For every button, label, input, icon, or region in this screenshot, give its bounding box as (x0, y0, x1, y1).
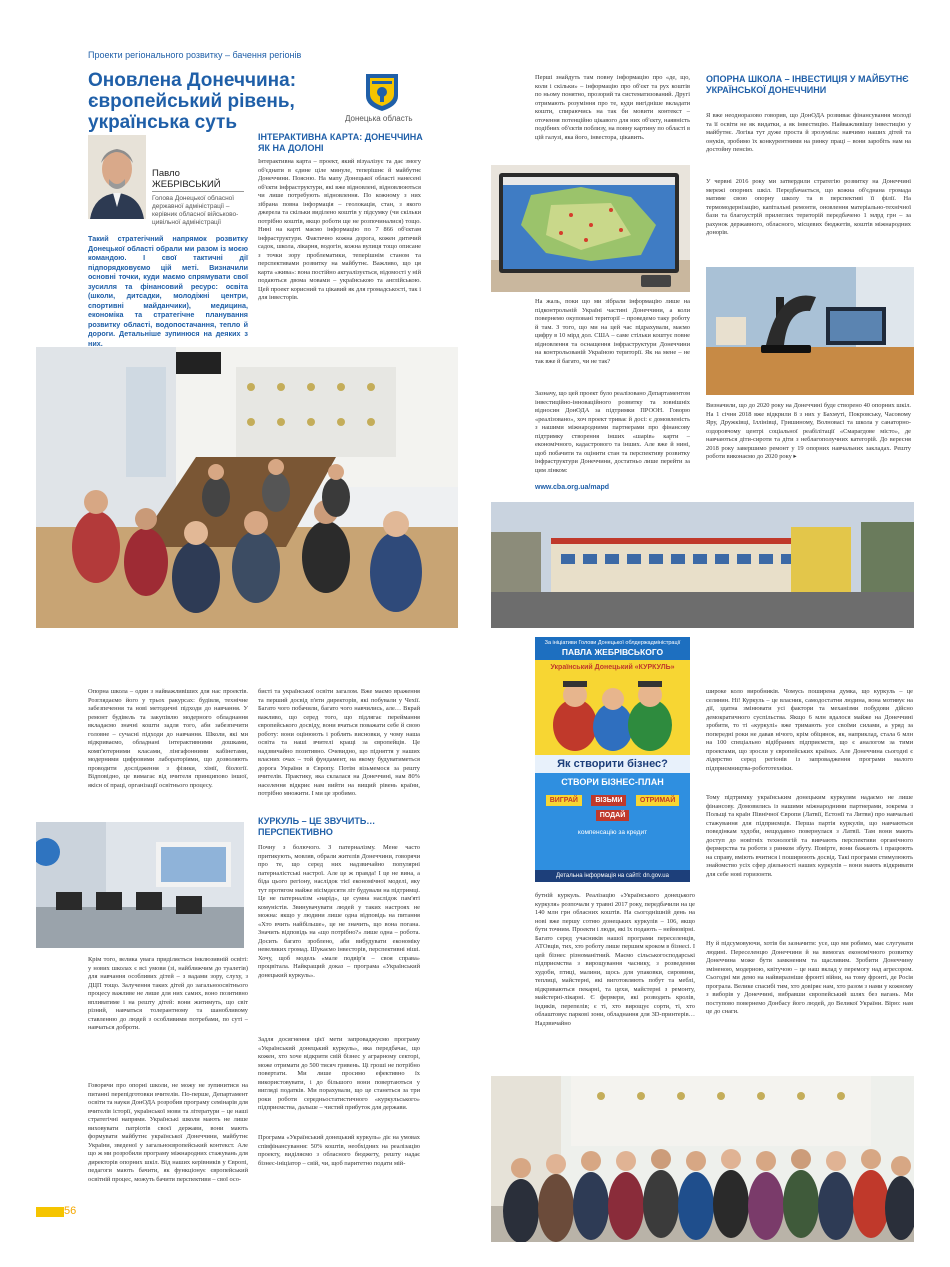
poster-plan: СТВОРИ БІЗНЕС-ПЛАН (561, 777, 664, 787)
poster-steps (535, 789, 690, 827)
poster-question: Як створити бізнес? (535, 755, 690, 773)
kurkul-paragraph-3: Програма «Український донецький куркуль» діє на умовах співфінансування: 50% коштів, необхідних на реалізацію проекту, виділяємо з обласного бюджету, решту надає бізнес-ініціатор – свій, чи, щоб паритетно подати мій- (258, 1134, 420, 1167)
poster-step: ВИГРАЙ (546, 795, 582, 806)
interactive-map-photo (491, 165, 690, 292)
poster-step: ПОДАЙ (596, 810, 629, 821)
kurkul-poster (535, 637, 690, 882)
map-section-heading: ІНТЕРАКТИВНА КАРТА: ДОНЕЧЧИНА ЯК НА ДОЛОНІ (258, 132, 423, 153)
poster-name: ПАВЛА ЖЕБРІВСЬКОГО (535, 647, 690, 660)
map-paragraph-1: Інтерактивна карта – проект, який візуалізує та дає змогу об'єднати в єдине ціле минуле, теперішнє й майбутнє Донеччини. Поясню. На мапу Донецької області нанесені об'єкти інфраструктури, які вже відновлені, відновлюються чи лише потребують відновлення. По кожному з них зібрана повна інформація – геолокація, стан, з якого джерела та скільки виділено коштів у підсумку (чи скільки потрібно коштів, якщо роботи ще не розпочиналися) тощо. Нині на карті маємо інформацію по 7 866 об'єктам інфраструктури. Фактично кожна дорога, кожен дитячий садок, школа, лікарня, водогін, кожна вулиця тощо описане з точки зору проблематики, теперішнім станом та перспективами розвитку на майбутнє. Важливо, що ця карта «жива»: вона постійно актуалізується, відомості у ній подаються двома мовами – українською та англійською. Цей проект корисний та цікавий як для громадськості, так і для інвесторів. (258, 158, 421, 301)
poster-step: ВІЗЬМИ (591, 795, 626, 806)
school-paragraph-6: Говорячи про опорні школи, не можу не зупинитися на питанні перепідготовки вчителів. По-перше, Департамент освіти та науки ДонОДА розробив програму семінарів для вчителів історії, української мови та літератури – це наші стратегічні напрями. Українські школи мають не лише виховувати патріотів своєї держави, вони мають формувати майбутнє української Донеччини, майбутнє України, зведеної у загальноєвропейський контекст. Але що ж ми розробили програму міжнародних стажувань для директорів опорних шкіл. Від наших керівників у Європі, педагоги мають бачити, як функціонує європейський освітній процес, можуть бачити перспективи – свої осо- (88, 1082, 248, 1183)
poster-illustration (535, 660, 690, 755)
article-title: Оновлена Донеччина: європейський рівень, українська суть (88, 70, 297, 133)
poster-site: Детальна інформація на сайті: dn.gov.ua (535, 870, 690, 882)
lead-paragraph: Такий стратегічний напрямок розвитку Донецької області обрали ми разом із моєю командою. І свої тактичні дії підпорядковуємо цій меті. Визначили основні точки, куди маємо спрямувати свої зусилля та фінансовий ресурс: освіта (школи, дитсадки, молодіжні центри, спортивні майданчики), медицина, економіка та стратегічне планування розвитку області, водопостачання, тепло й дороги. Детальніше зупинюся на деяких з них. (88, 234, 248, 348)
school-paragraph-2: У червні 2016 року ми затвердили стратегію розвитку на Донеччині мережі опорних шкіл. Передбачається, що кожна об'єднана громада матиме свою опорну школу та в перспективі її філії. На термомодернізацію, капітальні ремонти, оновлення матеріально-технічної бази та благоустрій прилеглих територій передбачено 1 млрд грн – за рахунок державного, обласного, місцевих бюджетів, коштів міжнародних донорів. (706, 178, 911, 236)
section-kicker: Проекти регіонального розвитку – бачення регіонів (88, 50, 302, 60)
page-number: 56 (64, 1205, 77, 1217)
school-section-heading: ОПОРНА ШКОЛА – ІНВЕСТИЦІЯ У МАЙБУТНЄ УКРАЇНСЬКОЇ ДОНЕЧЧИНИ (706, 74, 909, 95)
poster-step: ОТРИМАЙ (636, 795, 679, 806)
map-paragraph-3: На жаль, поки що ми зібрали інформацію лише на підконтрольній Україні частині Донеччини, а коли повернемо окуповані території – проведемо таку роботу й там. З того, що ми на цей час підрахували, маємо цифру в 10 мірд дол. США – саме стільки коштує повне відновлення та оснащення інфраструктури Донеччини на контрольованій Україною території. Як на мене – не так вже й багато, чи не так? (535, 298, 690, 365)
author-last-name: ЖЕБРІВСЬКИЙ (152, 179, 221, 190)
author-portrait (88, 135, 146, 219)
kurkul-paragraph-4: бутній куркуль. Реалізацію «Українського донецького куркуля» розпочали у травні 2017 року, передбачили на це 140 млн грн обласних коштів. На сьогоднішній день на нові вже першу сотню донецьких куркулів – 106, якщо бути точним. Проекти і люди, які їх подають – неймовірні. Багато серед учасників нашої програми переселенців, АТОвців, тих, хто роботу лише першим кроком в бізнесі. І цей бізнес різноманітний. Маємо сільськогосподарські підприємства з вирощування часнику, з розведення худоби, птиці, малини, щось для упаковки, сировини, теплиці, майстерні, які виготовляють побут та меблі, відкриваються пекарні, та цехи, майстерні з ремонту, майстерні-лікарні. Є фермери, які розводять кролів, індиків, перепелів; є ті, хто вирощує сорти, ті, хто облаштовує паркові зони, обладнання для 3D-принтерів… Надзвичайно (535, 892, 695, 1027)
author-first-name: Павло (152, 168, 180, 179)
author-name (152, 168, 221, 190)
school-paragraph-3: Визначили, що до 2020 року на Донеччині буде створено 40 опорних шкіл. На 1 січня 2018 вже відкрили 8 з них у Бахмуті, Покровську, Часовому Яру, Дружківці, Іллінівці, Гришиному, Волновасі та школа у санаторно-оздоровчому центрі соціальної реабілітації «Смарагдове місто», де навчаються діти-сироти та діти з неблагополучних категорій. До вересня 2018 року завершимо ремонт у 19 опорних навчальних закладах. Решту роботи виконаємо до 2020 року ▸ (706, 402, 911, 460)
donetsk-emblem-icon (364, 72, 400, 112)
kurkul-section-heading: КУРКУЛЬ – ЦЕ ЗВУЧИТЬ… ПЕРСПЕКТИВНО (258, 816, 376, 837)
kurkul-paragraph-6: Тому підтримку українським донецьким куркулям надаємо не лише фінансову. Домовились із нашими міжнародними партнерами, зокрема з Польщі та країн Північної Європи (Латвії, Естонії та Литви) про навчальні стажування для підприємців. Перша партія куркулів, що навчаються поведінкам худоби, нещодавно повернулася з Латвії. Там вони мають доступ до новітніх технологій та вивчають перспективи органічного фермерства та роботи з ринком збуту. Повірте, вони бажають і працюють на справу, вміють вчитися і поширюють досвід. Такі програми стимулюють знайомство усіх сфер діяльності наших куркулів – вони мають відкривати для себе нові горизонти. (706, 794, 913, 878)
kurkul-paragraph-1: Почну з болючого. З патерналізму. Мене часто притикують, мовляв, обрали жителів Донеччини, говорячи про те, що серед них надзвичайно популярні патерналістські настрої. Але це ж правда! І це не вина, а біда цього регіону, наслідок тієї економічної моделі, яку тут протягом майже вісімдесяти літ будували на підтримці. Це не патерналізм «нарід», це сумна наслідок пам'яті комуністів. Звинувачувати людей у таких настроях не можна: якщо у людини лише одна відповідь на питання «Хто вчить найбільше», це не значить, що вона погана. Значить відповідь на «що потрібно?» лише одна – робота. Досить багато зроблено, аби вибудувати економіку невеликих громад. Шукаємо інвесторів, перспективні ніші. Хочу, щоб модель «мале подвір'я – своя справа» процвітала. Найкращий доказ – програма «Український донецький куркуль». (258, 844, 420, 979)
kurkul-paragraph-7: Ну й підсумовуючи, хотів би зазначити: усе, що ми робимо, має слугувати людині. Переселенцю Донеччини й на вимогах економічного розвитку Донеччина може бути замкненим та щасливим. Зробити Донеччину зміненою, модерною, квітучою – це наш вклад у перемогу над агресором. Сьогодні ми демо на найвиразніше фронті війни, на тому фронті, де Росія програла. Велике спасибі тим, хто довіряє нам, хто разом з нами у кожному з виборів у Донеччині, вибравши європейський шлях без вагань. Ми поступово повернемо Донбасу його людей, до Великої України. Вірю: нам це до снаги. (706, 940, 913, 1015)
poster-credit: компенсацію за кредит (577, 829, 648, 836)
author-role: Голова Донецької обласної державної адміністрації – керівник обласної військово-цивільної адміністрації (152, 195, 239, 226)
school-paragraph-4: Опорна школа – один з найважливіших для нас проектів. Розглядаємо його у трьох ракурсах: будівля, технічне забезпечення та нові методичні підходи до навчання. У ремонт будівель та закупівлю модерного обладнання вкладаємо значні кошти задля того, аби забезпечити головне – сучасні підходи до навчання. Школи, які ми відкриваємо, обладнані інтерактивними дошками, комп'ютерними класами, лінгафонними кабінетами, модерними цифровими лабораторіями, що дозволяють проводити дослідження з фізики, хімії, біології. Відповідно, це вимагає від вчителя принципово іншої, якісн ої праці, організації освітнього процесу. (88, 688, 248, 789)
kurkul-paragraph-2: Задля досягнення цієї мети запроваджуємо програму «Український донецький куркуль», яка передбачає, що кожен, хто хоче відкрити свій бізнес у аграрному секторі, може отримати до 500 тисяч гривень. Ці гроші не потрібно повертати. Ми лише просимо ефективно їх використовувати, і до більшого вони повертаються у вигляді податків. Ми порахували, що це станеться за три роки роботи середньостатистичного «куркульського» підприємства, дальше – чистий прибуток для держави. (258, 1036, 420, 1111)
school-paragraph-7: бисті та української освіти загалом. Вже маємо враження та перший досвід п'яти директорів, які побували у Чехії. Багато чого побачили, багато чого навчились, але… Вкрай важливо, що серед того, що підлягає переймання європейського досвіду, вони вчаться поважати себе й свою роботу: вони оцінюють і роблять висновки, у чому наша освіта та наші вчителі кращі за європейців. Це надзвичайно позитивно. Очевидно, що підняття у наших власних очах – той фундамент, на якому будуватиметься дорога України в Європу. Потім візьмемося за решту вчителів. Практику, яка склалася на Донеччині, нам 80% населення відкриє нам вийти на вищий рівень країни, потрібно множити. І ми це зробимо. (258, 688, 420, 797)
map-paragraph-4: Зазначу, що цей проект було реалізовано Департаментом інвестиційно-інноваційного розвитку та зовнішніх відносин ДонОДА за підтримки ПРООН. Говорю «реалізовано», хоч проект триває й досі: є домовленість з нашими міжнародними партнерами про фінансову підтримку створення інших «шарів» карти – економічного, кадастрового та інших. Але вже й нині, щоб побачити та оцінити стан та перспективу розвитку інфраструктури Донеччини, достатньо лише перейти за цим лінком: (535, 390, 690, 474)
microscope-class-photo (706, 267, 914, 395)
school-paragraph-5: Крім того, велика увага приділяється інклюзивній освіті: у нових школах є всі умови (зі, найближчим до туалетів) для навчання особливих дітей – з вадами зору, слуху, з ДЦП тощо. Залучення таких дітей до загальноосвітнього процесу важливе не лише для них самих, воно позитивно впливатиме і на решту дітей: вони житимуть, що світ різний, навчаться толерантному та шанобливому ставленню до людей з особливими потребами, по суті – навчаться доброти. (88, 956, 248, 1031)
page-number-tag (36, 1207, 64, 1217)
kurkul-paragraph-5: широке коло виробників. Чомусь поширена думка, що куркуль – це селянин. Ні! Куркуль – це власник, самодостатня людина, вона мотивує на дії, здатна змінювати усі фактори та механізми побудови дійсно демократичного суспільства. Якщо 6 млн вдалося майже на Донеччині зробити, то ті «куркулі» вже тримають усе своїми силами, а уряд за попередні роки не давав нічого, крім обіцянок, як, наприклад, стала 6 млн на 100 спеціально відібраних підприємств, що є аналогом за тими проектами, що зросли у європейських країнах. Але Донеччина сьогодні є лідерство серед регіонів із запровадження програми малого підприємництва-робототехніки. (706, 688, 913, 772)
map-paragraph-2: Перші знайдуть там повну інформацію про «де, що, коли і скільки» – інформацію про об'єкт та рух коштів по ньому понятно, прозорий та систематизований. Другі отримають розуміння про те, куди вигідніше вкладати кошти, спираючись на так би мовити контекст – оточення потенційно цікавого для них об'єкту, наявність подібних об'єктів поблизу, на повну картину по області в цій галузі, яка його, інвестора, цікавить. (535, 74, 690, 141)
map-link[interactable]: www.cba.org.ua/mapd (535, 484, 610, 491)
school-building-photo (491, 502, 914, 628)
group-photo (491, 1076, 914, 1242)
poster-top-line: За ініціативи Голови Донецької облдержадміністрації (535, 637, 690, 647)
meeting-room-photo (36, 347, 458, 628)
computer-class-photo (36, 822, 244, 948)
poster-program: Український Донецький «КУРКУЛЬ» (550, 664, 675, 671)
school-paragraph-1: Я вже неодноразово говорив, що ДонОДА розвиває фінансування молоді та її освіти не як видатки, а як інвестицію. Найважливішу інвестицію у майбутнє. Логіка тут дуже проста й зрозуміла: навчимо наших дітей та онуків, зробимо їх конкурентними на ринку праці – вони заробіть нам на достойну пенсію. (706, 112, 911, 153)
region-label: Донецька область (345, 114, 413, 123)
author-divider (152, 191, 244, 192)
